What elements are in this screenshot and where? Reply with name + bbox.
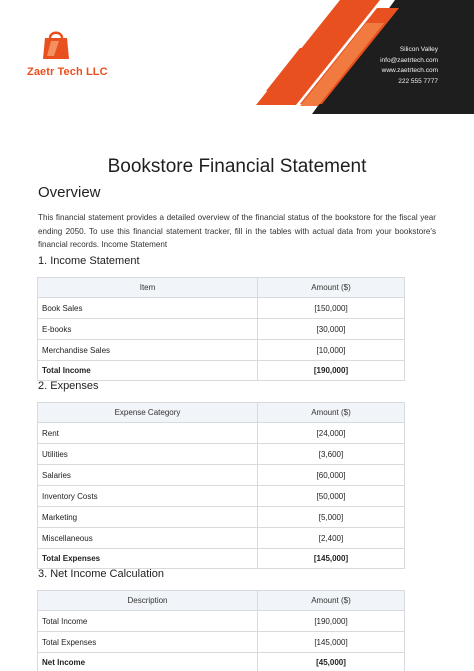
table-row [38, 632, 405, 653]
total-row [38, 653, 405, 671]
shopping-bag-icon [42, 27, 70, 61]
table-cell: [190,000] [258, 611, 405, 632]
table-cell: [45,000] [258, 653, 405, 671]
table-cell: [60,000] [258, 465, 405, 486]
expenses-table [37, 402, 405, 569]
total-row [38, 549, 405, 569]
table-cell: [30,000] [258, 319, 405, 340]
contact-email: info@zaetrtech.com [380, 56, 438, 64]
contact-address: Silicon Valley [399, 46, 438, 53]
table-cell: Net Income [38, 653, 258, 671]
table-cell: [24,000] [258, 423, 405, 444]
table-row [38, 507, 405, 528]
table-row [38, 611, 405, 632]
table-row [38, 444, 405, 465]
table-header-row [38, 278, 405, 298]
table-cell: Total Income [38, 361, 258, 381]
table-row [38, 319, 405, 340]
table-cell: [190,000] [258, 361, 405, 381]
table-cell: [145,000] [258, 632, 405, 653]
table-cell: [10,000] [258, 340, 405, 361]
table-cell: Merchandise Sales [38, 340, 258, 361]
table-row [38, 486, 405, 507]
table-cell: Total Expenses [38, 632, 258, 653]
table-header-row [38, 591, 405, 611]
table-row [38, 298, 405, 319]
table-cell: [150,000] [258, 298, 405, 319]
table-row [38, 528, 405, 549]
total-row [38, 361, 405, 381]
page-title: Bookstore Financial Statement [107, 156, 367, 177]
table-cell: [5,000] [258, 507, 405, 528]
table-cell: Total Expenses [38, 549, 258, 569]
table-cell: Salaries [38, 465, 258, 486]
contact-phone: 222 555 7777 [398, 77, 438, 85]
table-cell: [145,000] [258, 549, 405, 569]
table-cell: Inventory Costs [38, 486, 258, 507]
table-cell: [2,400] [258, 528, 405, 549]
table-cell: Total Income [38, 611, 258, 632]
net-income-table [37, 590, 405, 671]
overview-heading: Overview [38, 184, 101, 201]
table-cell: Utilities [38, 444, 258, 465]
overview-text: This financial statement provides a detailed overview of the financial status of the bookstore for the fiscal year ending 2050. To use this financial statement tracker, fill in the tables with actual data from your bookstore's financial records. Income Statement [38, 213, 436, 250]
income-table [37, 277, 405, 381]
income-heading: 1. Income Statement [38, 255, 140, 267]
table-cell: [50,000] [258, 486, 405, 507]
table-cell: Miscellaneous [38, 528, 258, 549]
company-name: Zaetr Tech LLC [27, 66, 108, 78]
column-header: Amount ($) [258, 403, 405, 423]
column-header: Amount ($) [258, 591, 405, 611]
table-header-row [38, 403, 405, 423]
contact-info [380, 45, 438, 87]
contact-website: www.zaetrtech.com [381, 67, 438, 74]
table-cell: Rent [38, 423, 258, 444]
column-header: Expense Category [38, 403, 258, 423]
table-cell: Book Sales [38, 298, 258, 319]
column-header: Item [38, 278, 258, 298]
table-cell: E-books [38, 319, 258, 340]
table-row [38, 423, 405, 444]
table-cell: Marketing [38, 507, 258, 528]
table-row [38, 340, 405, 361]
column-header: Amount ($) [258, 278, 405, 298]
net-income-heading: 3. Net Income Calculation [38, 568, 164, 580]
expenses-heading: 2. Expenses [38, 380, 99, 392]
letterhead [0, 0, 474, 114]
table-cell: [3,600] [258, 444, 405, 465]
table-row [38, 465, 405, 486]
column-header: Description [38, 591, 258, 611]
